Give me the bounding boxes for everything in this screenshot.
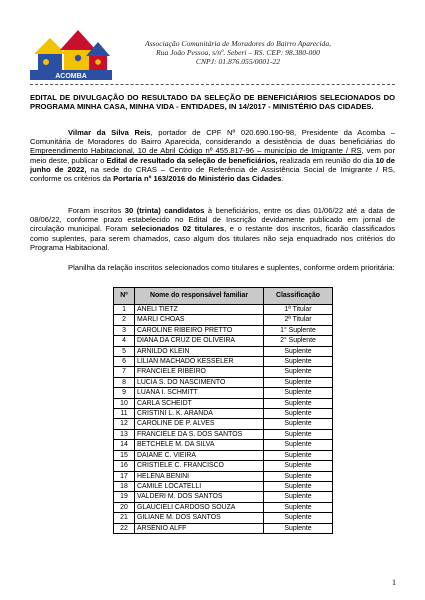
row-name: BETCHELE M. DA SILVA (135, 440, 264, 450)
row-number: 6 (114, 357, 135, 367)
row-number: 11 (114, 409, 135, 419)
table-row (114, 398, 333, 408)
table-row (114, 471, 333, 481)
row-number: 22 (114, 523, 135, 533)
table-row (114, 492, 333, 502)
row-name: LUANA I. SCHMITT (135, 388, 264, 398)
enterprise-reference: Empreendimento Habitacional, 10 de Abril Código nº 455.817-96 – município de Imigrante / RS (30, 146, 362, 156)
row-name: CAMILE LOCATELLI (135, 481, 264, 491)
row-number: 10 (114, 398, 135, 408)
table-row (114, 377, 333, 387)
org-name: Associação Comunitária de Moradores do Bairro Aparecida, (144, 39, 332, 48)
row-number: 9 (114, 388, 135, 398)
page-number: 1 (392, 578, 396, 587)
column-header-number: Nº (114, 288, 135, 305)
row-name: CAROLINE DE P. ALVES (135, 419, 264, 429)
paragraph-registrations (30, 206, 395, 252)
beneficiaries-table (113, 287, 333, 534)
row-classification: 1° Suplente (264, 325, 333, 335)
table-body (114, 305, 333, 534)
row-name: ARNILDO KLEIN (135, 346, 264, 356)
row-classification: Suplente (264, 388, 333, 398)
row-name: LUCIA S. DO NASCIMENTO (135, 377, 264, 387)
row-number: 1 (114, 305, 135, 315)
row-name: DIANA DA CRUZ DE OLIVEIRA (135, 336, 264, 346)
row-name: CRISTIELE C. FRANCISCO (135, 461, 264, 471)
row-number: 19 (114, 492, 135, 502)
row-name: MARLI CHOAS (135, 315, 264, 325)
row-number: 2 (114, 315, 135, 325)
row-classification: Suplente (264, 481, 333, 491)
row-number: 8 (114, 377, 135, 387)
paragraph-text: , portador de CPF Nº 020.690.190-98, Presidente da Acomba – Comunitária de Moradores do Bairro Aparecida, considerando a desistência de duas beneficiárias do (30, 128, 395, 147)
row-classification: Suplente (264, 409, 333, 419)
row-classification: 1ª Titular (264, 305, 333, 315)
row-name: LILIAN MACHADO KESSELER (135, 357, 264, 367)
table-row (114, 305, 333, 315)
row-number: 14 (114, 440, 135, 450)
table-row (114, 357, 333, 367)
row-name: FRANCIELE DA S. DOS SANTOS (135, 429, 264, 439)
row-classification: Suplente (264, 523, 333, 533)
row-classification: Suplente (264, 357, 333, 367)
row-name: ANELI TIETZ (135, 305, 264, 315)
row-classification: Suplente (264, 502, 333, 512)
table-row (114, 461, 333, 471)
paragraph-text: . (281, 174, 284, 184)
row-name: ARSENIO ALFF (135, 523, 264, 533)
row-name: HELENA BENINI (135, 471, 264, 481)
table-row (114, 388, 333, 398)
paragraph-text: à beneficiários, entre os dias 01/06/22 até a data de 08/06/22, conforme prazo estabelecido no Edital de Inscrição devidamente publicado em jornal de circulação municipal. Foram (30, 206, 396, 234)
row-classification: Suplente (264, 513, 333, 523)
table-row (114, 409, 333, 419)
column-header-classification: Classificação (264, 288, 333, 305)
paragraph-text: , vem por meio deste, publicar o (30, 146, 395, 165)
table-row (114, 502, 333, 512)
table-row (114, 429, 333, 439)
logo-label: ACOMBA (55, 73, 87, 80)
row-name: GLAUCIELI CARDOSO SOUZA (135, 502, 264, 512)
table-row (114, 523, 333, 533)
paragraph-text: Planilha da relação inscritos selecionados como titulares e suplentes, conforme ordem prioritária: (68, 263, 395, 272)
row-number: 18 (114, 481, 135, 491)
column-header-name: Nome do responsável familiar (135, 288, 264, 305)
row-classification: Suplente (264, 492, 333, 502)
paragraph-text: Foram inscritos (68, 206, 125, 215)
paragraph-intro (30, 128, 395, 183)
row-name: VALDERI M. DOS SANTOS (135, 492, 264, 502)
row-classification: 2° Suplente (264, 336, 333, 346)
row-number: 12 (114, 419, 135, 429)
header-divider (30, 84, 395, 85)
row-name: CAROLINE RIBEIRO PRETTO (135, 325, 264, 335)
row-classification: Suplente (264, 471, 333, 481)
row-classification: Suplente (264, 419, 333, 429)
row-number: 21 (114, 513, 135, 523)
row-name: CRISTINI L. K. ARANDA (135, 409, 264, 419)
table-row (114, 315, 333, 325)
row-name: CARLA SCHEIDT (135, 398, 264, 408)
table-row (114, 336, 333, 346)
table-row (114, 513, 333, 523)
row-number: 5 (114, 346, 135, 356)
row-number: 4 (114, 336, 135, 346)
row-name: GILIANE M. DOS SANTOS (135, 513, 264, 523)
paragraph-text: realizada em reunião do dia (277, 155, 376, 165)
table-row (114, 450, 333, 460)
row-classification: 2ª Titular (264, 315, 333, 325)
row-number: 17 (114, 471, 135, 481)
candidate-count: 30 (trinta) candidatos (124, 206, 205, 215)
paragraph-text: na sede do CRAS – Centro de Referência de Assistência Social de Imigrante / RS, conforme os critérios da (30, 164, 395, 184)
row-number: 3 (114, 325, 135, 335)
row-classification: Suplente (264, 429, 333, 439)
header-address-block (118, 39, 358, 66)
table-row (114, 440, 333, 450)
org-cnpj: CNPJ: 01.876.055/0001-22 (195, 57, 281, 66)
meeting-date: 10 de junho de 2022, (30, 155, 395, 174)
row-number: 20 (114, 502, 135, 512)
table-row (114, 419, 333, 429)
row-classification: Suplente (264, 450, 333, 460)
paragraph-text: , e o restante dos inscritos, ficarão classificados como suplentes, para serem chamados, caso algum dos titulares não seja enquadrado nos critérios do Programa Habitacional. (30, 224, 395, 252)
row-classification: Suplente (264, 398, 333, 408)
table-row (114, 346, 333, 356)
row-number: 15 (114, 450, 135, 460)
row-classification: Suplente (264, 346, 333, 356)
row-classification: Suplente (264, 367, 333, 377)
selected-count: selecionados 02 titulares (130, 224, 225, 234)
org-address: Rua João Pessoa, s/nº. Seberi – RS. CEP: 98.380-000 (156, 48, 320, 57)
paragraph-table-intro (30, 263, 395, 272)
edital-label: Edital de resultado da seleção de beneficiários, (106, 155, 278, 165)
document-title: EDITAL DE DIVULGAÇÃO DO RESULTADO DA SELEÇÃO DE BENEFICIÁRIOS SELECIONADOS DO PROGRAMA MINHA CASA, MINHA VIDA - ENTIDADES, IN 14/2017 - MINISTÉRIO DAS CIDADES. (30, 93, 395, 111)
row-classification: Suplente (264, 461, 333, 471)
row-number: 7 (114, 367, 135, 377)
table-row (114, 367, 333, 377)
row-number: 16 (114, 461, 135, 471)
row-name: DAIANE C. VIEIRA (135, 450, 264, 460)
president-name: Vilmar da Silva Reis (68, 128, 151, 137)
row-classification: Suplente (264, 440, 333, 450)
row-name: FRANCIELE RIBEIRO (135, 367, 264, 377)
table-row (114, 325, 333, 335)
row-classification: Suplente (264, 377, 333, 387)
table-row (114, 481, 333, 491)
table-header-row (114, 288, 333, 305)
acomba-logo (30, 24, 112, 80)
portaria-reference: Portaria nº 163/2016 do Ministério das Cidades (113, 174, 282, 184)
row-number: 13 (114, 429, 135, 439)
